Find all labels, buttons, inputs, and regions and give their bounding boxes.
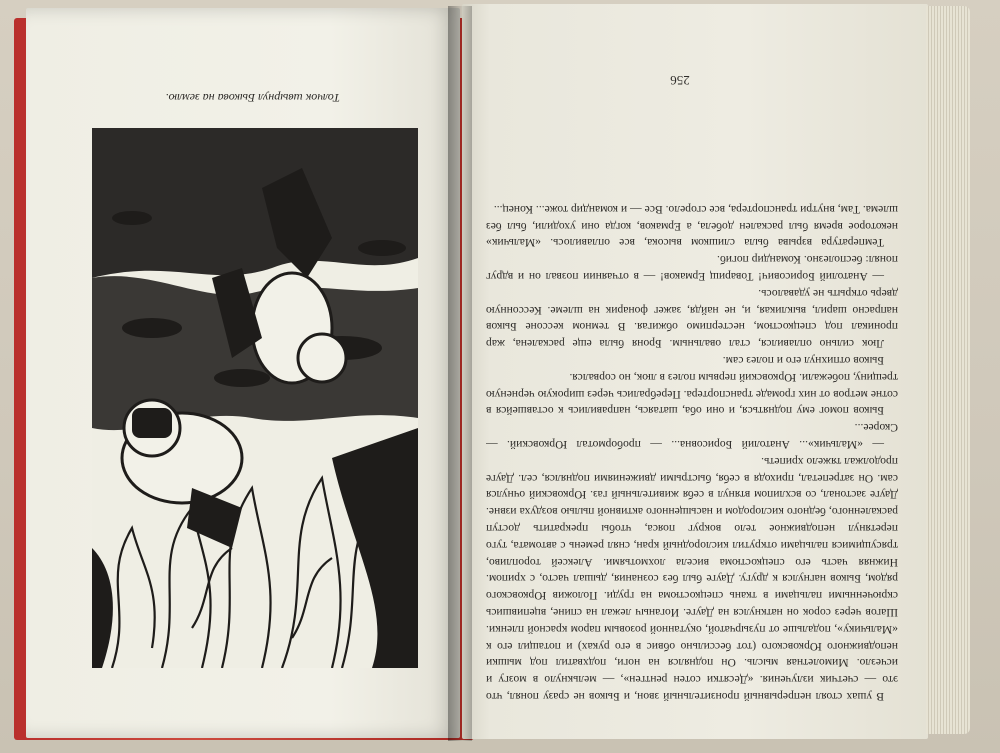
paragraph: Быков отпихнул его и полез сам. [722, 354, 884, 368]
page-number: 256 [670, 73, 690, 88]
book-gutter [448, 6, 472, 741]
illustration [92, 128, 418, 668]
paragraph: Люк сильно оплавился, стал овальным. Броня была еще раскалена, жар проникал под спецкостюм, нестерпимо обжигая. В темном кессоне Быков напрасно шарил, выкликая, и, не найдя, зажег фонарик на шлеме. Кессонную дверь открыть не удавалось. [486, 286, 898, 351]
illustration-caption: Толчок швырнул Быкова на землю. [165, 91, 340, 105]
paragraph: Быков помог ему подняться, и они оба, шатаясь, направились к оставшейся в сотне метров от них громаде транспортера. Перебрались через широкую черненую трещину, побежали. Юрковский первым полез в люк, но сорвался. [486, 370, 898, 418]
paragraph: — «Мальчик»... Анатолий Борисовна... — пробормотал Юрковский. — Скорее... [486, 421, 898, 452]
page-edges [926, 6, 970, 734]
paragraph: Температура взрыва была слишком высока, все оплавилось. «Мальчик» некоторое время был раскален добела, а Ермаков, когда они уходили, был без шлема. Там, внутри транспортера, все сгорело. Все — и командир тоже... Конец... [486, 202, 898, 250]
text-column [486, 104, 898, 704]
page-text [486, 104, 898, 704]
paragraph: В ушах стоял непрерывный пронзительный звон, и Быков не сразу понял, что это — счетчик излучения. «Десятки сотен рентген», — мелькнуло в мозгу и исчезло. Мимолетная мысль. Он поднялся на ноги, подхватил под мышки неподвижного Юрковского (тот бессильно обвис в его руках) и потащил его к «Мальчику», подальше от пузырчатой, окутанной розовым паром красной пленки. Шагов через сорок он наткнулся на Дауге. Иоганыч лежал на спине, вцепившись скрюченными пальцами в ткань спецкостюма на груди. Положив Юрковского рядом, Быков нагнулся к другу. Дауге был без сознания, дышал часто, с хрипом. Нижняя часть его спецкостюма висела лохмотьями. Алексей торопливо, трясущимися пальцами открутил кислородный кран, снял ремень с автомата, туго перетянул неподвижное тело вокруг пояса, чтобы прекратить доступ раскаленного, бедного кислородом и насыщенного активной пылью воздуха извне. Дауге застонал, со всхлипом втянул в себя живительный газ. Юрковский очнулся сам. Он затрепетал, приходя в себя, быстрыми движениями поднялся, сел. Дауге продолжал тяжело хрипеть. [486, 454, 898, 703]
paragraph: — Анатолий Борисович! Товарищ Ермаков! — в отчаянии позвал он и вдруг понял: бесполезно. Командир погиб. [486, 253, 898, 284]
illustration-drawing [92, 128, 418, 668]
